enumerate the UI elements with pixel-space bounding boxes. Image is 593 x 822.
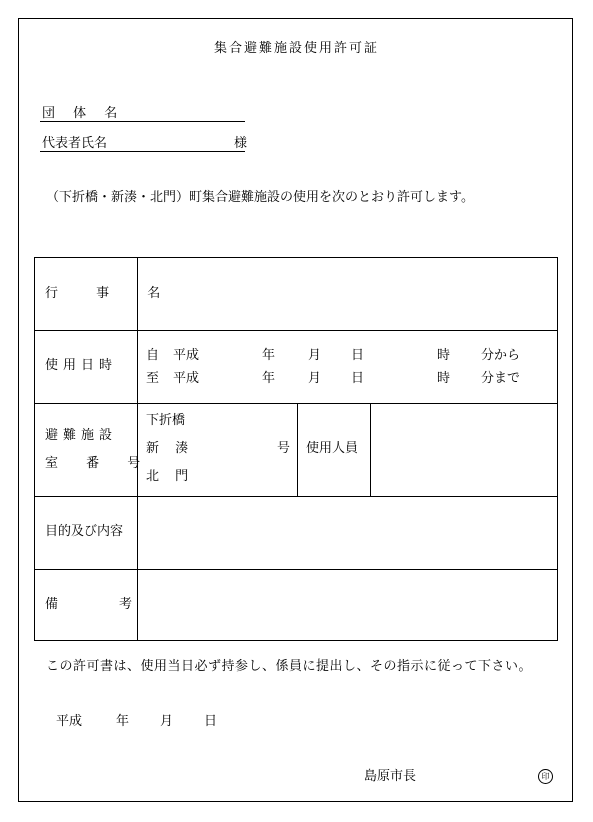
intro-text: （下折橋・新湊・北門）町集合避難施設の使用を次のとおり許可します。 bbox=[46, 190, 474, 205]
document-title: 集合避難施設使用許可証 bbox=[213, 41, 379, 56]
facility-divider bbox=[297, 403, 298, 496]
room-number-label: 室 番 号 bbox=[45, 456, 153, 471]
representative-suffix: 様 bbox=[234, 136, 248, 151]
issue-era: 平成 bbox=[56, 714, 83, 729]
row-divider bbox=[35, 330, 557, 331]
room-number-suffix: 号 bbox=[277, 441, 291, 456]
usage-datetime-label: 使用日時 bbox=[45, 358, 118, 373]
event-name-label: 行 事 名 bbox=[45, 286, 178, 301]
issue-month: 月 bbox=[160, 714, 174, 729]
group-name-field[interactable] bbox=[40, 105, 245, 122]
purpose-field[interactable] bbox=[138, 497, 557, 569]
facility-option-shinminato[interactable]: 新 湊 bbox=[146, 441, 195, 456]
remarks-label-first: 備 bbox=[45, 597, 59, 612]
permit-table bbox=[34, 257, 558, 641]
to-month: 月 bbox=[308, 371, 322, 386]
from-year: 年 bbox=[262, 348, 276, 363]
to-day: 日 bbox=[351, 371, 365, 386]
from-suffix: 分から bbox=[481, 348, 521, 363]
seal-mark-icon: 印 bbox=[538, 769, 553, 784]
to-suffix: 分まで bbox=[481, 371, 521, 386]
issue-year: 年 bbox=[116, 714, 130, 729]
from-month: 月 bbox=[308, 348, 322, 363]
facility-label: 避難施設 bbox=[45, 428, 118, 443]
notice-text: この許可書は、使用当日必ず持参し、係員に提出し、その指示に従って下さい。 bbox=[46, 659, 533, 674]
from-hour: 時 bbox=[437, 348, 451, 363]
issue-day: 日 bbox=[204, 714, 218, 729]
representative-label: 代表者氏名 bbox=[42, 136, 108, 151]
purpose-label: 目的及び内容 bbox=[45, 524, 124, 539]
users-count-field[interactable] bbox=[371, 404, 557, 496]
remarks-label-last: 考 bbox=[119, 597, 133, 612]
event-name-field[interactable] bbox=[138, 258, 557, 330]
facility-option-kitamon[interactable]: 北 門 bbox=[146, 469, 195, 484]
representative-field[interactable] bbox=[40, 135, 248, 152]
users-count-label: 使用人員 bbox=[306, 441, 359, 456]
from-prefix: 自 bbox=[146, 348, 160, 363]
issuer-title: 島原市長 bbox=[364, 769, 417, 784]
to-prefix: 至 bbox=[146, 371, 160, 386]
to-year: 年 bbox=[262, 371, 276, 386]
from-era: 平成 bbox=[173, 348, 200, 363]
to-era: 平成 bbox=[173, 371, 200, 386]
group-name-label: 団 体 名 bbox=[42, 106, 125, 121]
facility-option-shimoorihashi[interactable]: 下折橋 bbox=[146, 413, 186, 428]
remarks-field[interactable] bbox=[138, 570, 557, 640]
to-hour: 時 bbox=[437, 371, 451, 386]
from-day: 日 bbox=[351, 348, 365, 363]
